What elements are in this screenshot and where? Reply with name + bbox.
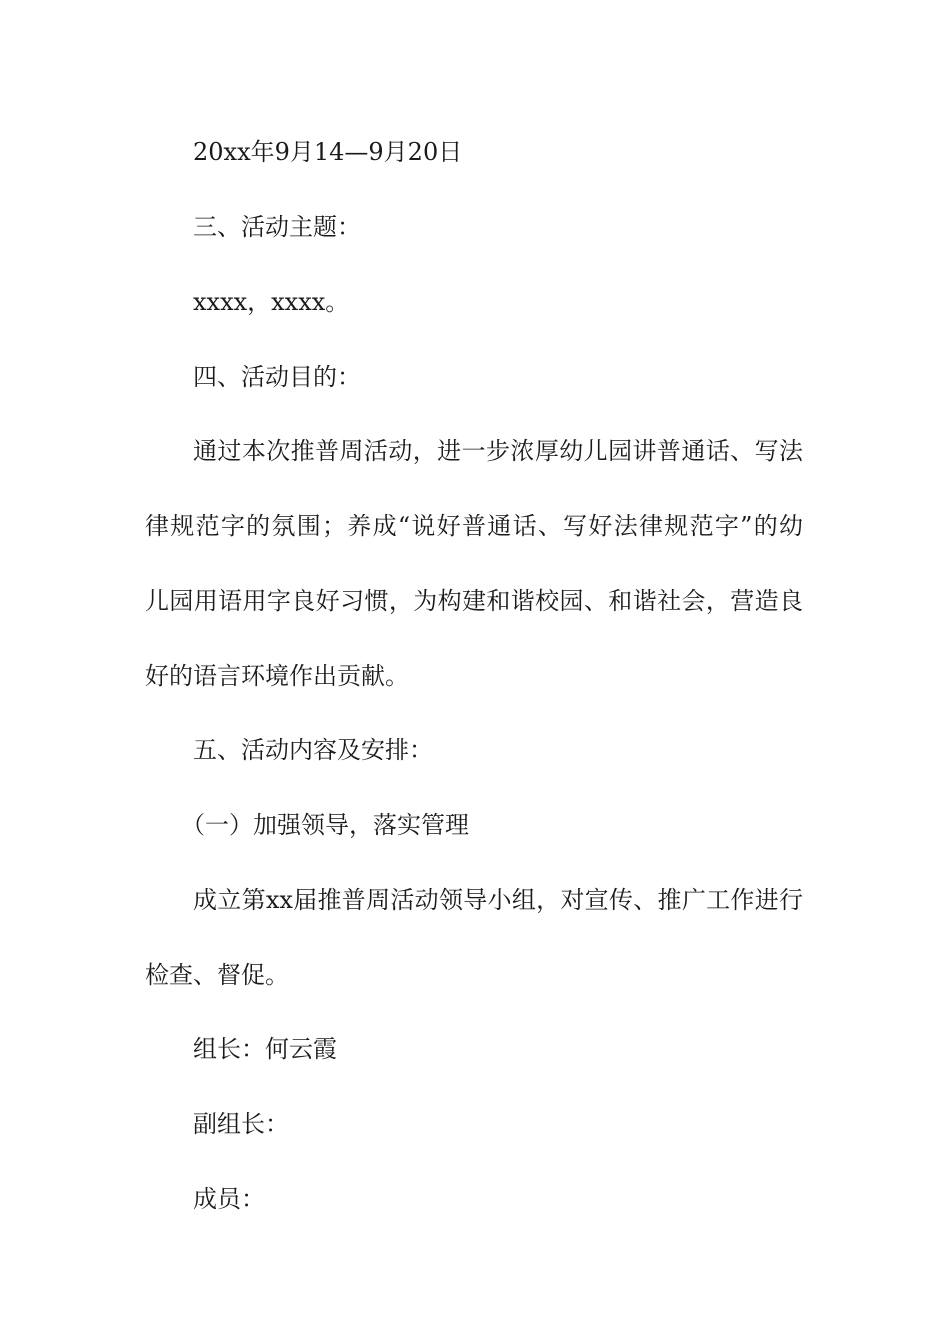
- purpose-paragraph-line-2: 律规范字的氛围；养成“说好普通话、写好法律规范字”的幼: [145, 512, 803, 540]
- subsection-heading-leadership: （一）加强领导，落实管理: [181, 811, 469, 839]
- purpose-paragraph-line-1: 通过本次推普周活动，进一步浓厚幼儿园讲普通话、写法: [193, 437, 803, 465]
- theme-text: xxxx，xxxx。: [193, 288, 350, 316]
- team-leader: 组长：何云霞: [193, 1035, 337, 1063]
- leadership-paragraph-line-2: 检查、督促。: [145, 961, 289, 989]
- members: 成员：: [193, 1185, 265, 1213]
- leadership-paragraph-line-1: 成立第xx届推普周活动领导小组，对宣传、推广工作进行: [193, 886, 803, 914]
- purpose-paragraph-line-4: 好的语言环境作出贡献。: [145, 662, 409, 690]
- section-heading-purpose: 四、活动目的：: [193, 363, 361, 391]
- section-heading-content: 五、活动内容及安排：: [193, 736, 433, 764]
- purpose-paragraph-line-3: 儿园用语用字良好习惯，为构建和谐校园、和谐社会，营造良: [145, 587, 803, 615]
- activity-date: 20xx年9月14—9月20日: [193, 138, 463, 166]
- section-heading-theme: 三、活动主题：: [193, 213, 361, 241]
- deputy-leader: 副组长：: [193, 1110, 289, 1138]
